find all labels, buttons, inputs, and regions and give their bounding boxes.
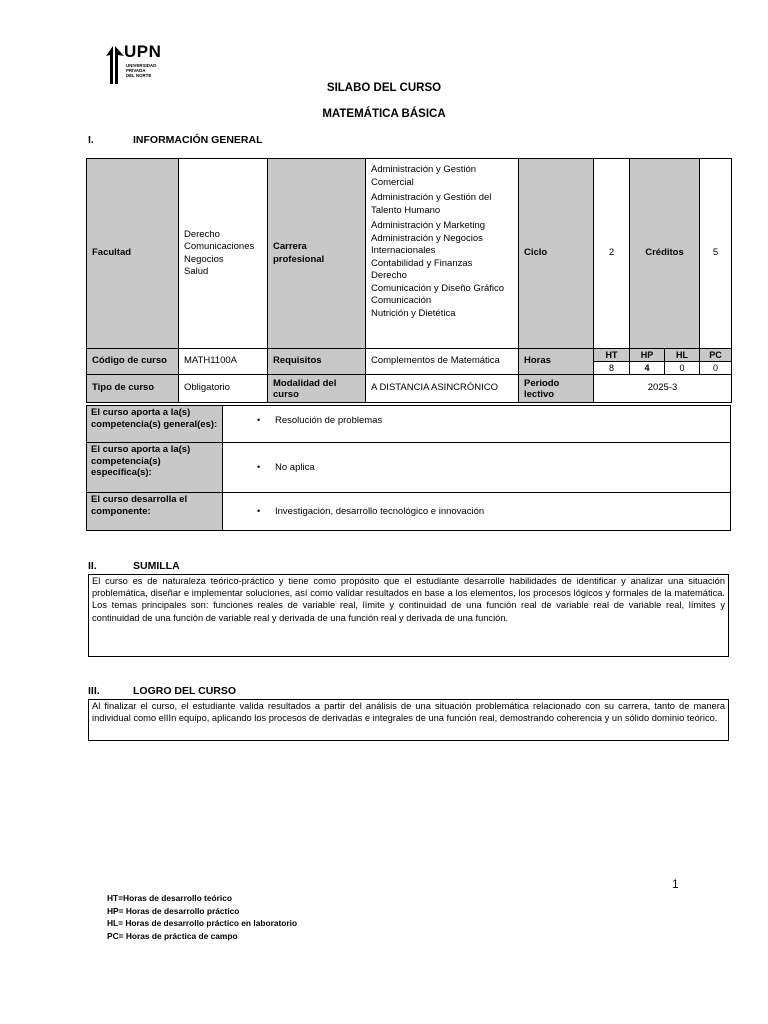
horas-value-hp: 4 [630, 362, 665, 375]
footnote: PC= Horas de práctica de campo [107, 930, 238, 941]
modalidad-label: Modalidad del curso [268, 375, 366, 403]
upn-logo-mark-icon [106, 44, 126, 84]
sumilla-text: El curso es de naturaleza teórico-práctico y tiene como propósito que el estudiante desarrolle habilidades de identificar y analizar una situación problemática, diseñar e implementar soluciones, así como validar resultados en base a los elementos, los procesos lógicos y formales de la matemática. Los temas principales son: funciones reales de variable real, límite y continuidad de una función real de variable real de variable real, límites y continuidad de una función de variable real y derivada de una función real y derivada de una función. [88, 574, 729, 657]
footnote: HT=Horas de desarrollo teórico [107, 893, 232, 903]
creditos-label: Créditos [630, 159, 700, 349]
page-number: 1 [672, 877, 679, 891]
carreras-list [366, 159, 519, 349]
periodo-label: Periodo lectivo [519, 375, 594, 403]
componente-value: Investigación, desarrollo tecnológico e innovación [275, 506, 485, 517]
creditos-value: 5 [700, 159, 732, 349]
bullet-icon: • [257, 415, 261, 425]
logo-subtitle-line: DEL NORTE [126, 73, 152, 78]
logro-text: Al finalizar el curso, el estudiante valida resultados a partir del análisis de una situación problemática relacionado con su carrera, tanto de manera individual como elIIn equipo, aplicando los procesos de derivadas e integrales de una función real, demostrando coherencia y un sólido dominio teórico. [88, 699, 729, 741]
tipo-label: Tipo de curso [87, 375, 179, 403]
carrera-item: Administración y Gestión Comercial [371, 164, 477, 188]
horas-header-hp: HP [630, 349, 665, 362]
section-title: SUMILLA [133, 560, 180, 572]
carrera-item: Administración y Gestión del Talento Humano [371, 192, 492, 216]
carrera-item: Comunicación y Diseño Gráfico [371, 282, 505, 294]
facultad-item: Negocios [184, 253, 224, 265]
competencia-general-value: Resolución de problemas [275, 415, 383, 426]
section-title: LOGRO DEL CURSO [133, 685, 237, 697]
competencia-especifica-label: El curso aporta a la(s) competencia(s) específica(s): [87, 443, 223, 492]
bullet-icon: • [257, 462, 261, 472]
componente-row [86, 492, 731, 531]
document-title: SILABO DEL CURSO [326, 82, 442, 94]
competencia-general-label: El curso aporta a la(s) competencia(s) general(es): [87, 406, 223, 442]
facultad-values [179, 159, 268, 349]
section-number: III. [88, 685, 100, 697]
ciclo-label: Ciclo [519, 159, 594, 349]
logo-subtitle [126, 63, 176, 78]
bullet-icon: • [257, 506, 261, 516]
carrera-item: Nutrición y Dietética [371, 307, 456, 319]
componente-label: El curso desarrolla el componente: [87, 493, 223, 530]
carrera-item: Administración y Marketing [371, 220, 486, 231]
facultad-item: Comunicaciones [184, 241, 255, 252]
footnote: HP= Horas de desarrollo práctico [107, 905, 240, 916]
facultad-label: Facultad [87, 159, 179, 349]
periodo-value: 2025-3 [594, 375, 732, 403]
codigo-value: MATH1100A [179, 349, 268, 375]
horas-value-ht: 8 [594, 362, 630, 375]
horas-value-hl: 0 [665, 362, 700, 375]
carrera-item: Contabilidad y Finanzas [371, 257, 473, 269]
modalidad-value: A DISTANCIA ASINCRÓNICO [366, 375, 519, 403]
footnotes [107, 892, 297, 942]
section-number: I. [88, 134, 94, 146]
competencia-especifica-row [86, 442, 731, 493]
horas-value-pc: 0 [700, 362, 732, 375]
logo-name: UPN [124, 42, 162, 61]
carrera-label: Carrera profesional [268, 159, 366, 349]
carrera-item: Derecho [371, 270, 407, 281]
horas-label: Horas [519, 349, 594, 375]
footnote: HL= Horas de desarrollo práctico en laboratorio [107, 918, 298, 928]
horas-header-hl: HL [665, 349, 700, 362]
requisitos-label: Requisitos [268, 349, 366, 375]
horas-header-pc: PC [700, 349, 732, 362]
carrera-item: Administración y Negocios Internacionales [371, 232, 483, 256]
section-title: INFORMACIÓN GENERAL [133, 134, 263, 146]
tipo-value: Obligatorio [179, 375, 268, 403]
ciclo-value: 2 [594, 159, 630, 349]
facultad-item: Derecho [184, 228, 220, 240]
codigo-label: Código de curso [87, 349, 179, 375]
section-number: II. [88, 560, 97, 572]
course-title: MATEMÁTICA BÁSICA [322, 108, 446, 120]
facultad-item: Salud [184, 266, 209, 277]
general-info-table [86, 158, 732, 403]
logo-subtitle-line: UNIVERSIDAD [126, 63, 157, 68]
carrera-item: Comunicación [371, 295, 432, 306]
requisitos-value: Complementos de Matemática [366, 349, 519, 375]
competencia-especifica-value: No aplica [275, 462, 315, 473]
competencia-general-row [86, 405, 731, 443]
logo-subtitle-line: PRIVADA [126, 68, 146, 73]
horas-header-ht: HT [594, 349, 630, 362]
